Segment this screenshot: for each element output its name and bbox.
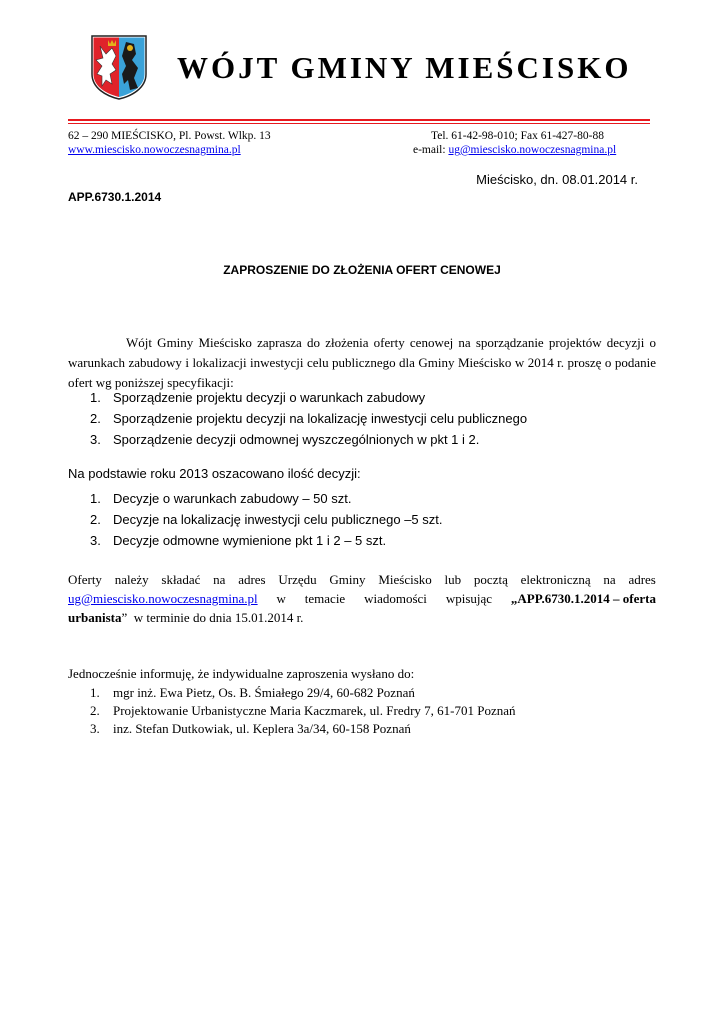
estimate-intro: Na podstawie roku 2013 oszacowano ilość decyzji: (68, 466, 361, 481)
word: temacie (304, 591, 346, 606)
offers-line-2 (68, 589, 656, 608)
list-item-text: Sporządzenie decyzji odmownej wyszczególnionych w pkt 1 i 2. (113, 432, 480, 447)
list-item (68, 684, 516, 702)
word: Mieścisko (378, 572, 432, 587)
word: wiadomości (364, 591, 427, 606)
estimate-list (68, 488, 443, 551)
list-item-text: Sporządzenie projektu decyzji na lokalizację inwestycji celu publicznego (113, 411, 528, 426)
list-item-number: 2. (90, 703, 100, 718)
offers-email-link[interactable]: ug@miescisko.nowoczesnagmina.pl (68, 591, 258, 606)
intro-text: Wójt Gminy Mieścisko zaprasza do złożenia oferty cenowej na sporządzanie projektów decyzji o warunkach zabudowy i lokalizacji inwestycji celu publicznego dla Gminy Mieścisko w 2014 r. proszę o podanie ofert wg poniższej specyfikacji: (68, 335, 656, 390)
word: na (603, 572, 616, 587)
list-item (68, 509, 443, 530)
word: adres (238, 572, 266, 587)
page-title: WÓJT GMINY MIEŚCISKO (177, 50, 632, 85)
list-item-text: Decyzje odmowne wymienione pkt 1 i 2 – 5 szt. (113, 533, 387, 548)
list-item-number: 2. (90, 512, 101, 527)
office-address: 62 – 290 MIEŚCISKO, Pl. Powst. Wlkp. 13 (68, 130, 271, 142)
document-heading: ZAPROSZENIE DO ZŁOŻENIA OFERT CENOWEJ (223, 263, 501, 277)
offer-subject-end: urbanista (68, 610, 122, 625)
email-line (413, 144, 616, 156)
list-item (68, 702, 516, 720)
word: w (276, 591, 286, 606)
word: składać (161, 572, 201, 587)
word: elektroniczną (520, 572, 591, 587)
list-item-text: Decyzje na lokalizację inwestycji celu publicznego –5 szt. (113, 512, 443, 527)
coat-of-arms-icon (90, 34, 148, 100)
offers-line-1 (68, 570, 656, 589)
word: wpisując (445, 591, 493, 606)
list-item-text: Decyzje o warunkach zabudowy – 50 szt. (113, 491, 352, 506)
list-item-number: 3. (90, 533, 101, 548)
list-item-text: Sporządzenie projektu decyzji o warunkach zabudowy (113, 390, 426, 405)
list-item-number: 1. (90, 685, 100, 700)
offers-paragraph (68, 570, 656, 627)
email-label: e-mail: (413, 144, 449, 156)
list-item (68, 720, 516, 738)
place-and-date: Mieścisko, dn. 08.01.2014 r. (476, 172, 638, 187)
word: należy (114, 572, 149, 587)
website-link[interactable]: www.miescisko.nowoczesnagmina.pl (68, 144, 241, 156)
list-item-text: inz. Stefan Dutkowiak, ul. Keplera 3a/34, 60-158 Poznań (113, 721, 411, 736)
list-item-text: mgr inż. Ewa Pietz, Os. B. Śmiałego 29/4, 60-682 Poznań (113, 685, 415, 700)
list-item (68, 429, 527, 450)
word: Oferty (68, 572, 102, 587)
invitations-intro: Jednocześnie informuję, że indywidualne zaproszenia wysłano do: (68, 666, 415, 681)
intro-paragraph (68, 333, 656, 393)
reference-number: APP.6730.1.2014 (68, 190, 162, 204)
word: Gminy (329, 572, 366, 587)
list-item-number: 3. (90, 721, 100, 736)
list-item (68, 408, 527, 429)
header-divider-thin (68, 123, 650, 124)
specification-list (68, 387, 527, 450)
list-item (68, 530, 443, 551)
list-item-number: 3. (90, 432, 101, 447)
email-link[interactable]: ug@miescisko.nowoczesnagmina.pl (448, 144, 617, 156)
word: Urzędu (278, 572, 317, 587)
word: lub (444, 572, 462, 587)
offer-deadline: ” w terminie do dnia 15.01.2014 r. (121, 610, 304, 625)
list-item-number: 1. (90, 390, 101, 405)
word: adres (628, 572, 656, 587)
list-item-number: 1. (90, 491, 101, 506)
list-item (68, 387, 527, 408)
offers-line-3 (68, 608, 656, 627)
list-item-number: 2. (90, 411, 101, 426)
offer-subject-start: „APP.6730.1.2014 – oferta (510, 591, 656, 606)
list-item (68, 488, 443, 509)
word: pocztą (473, 572, 508, 587)
word: na (213, 572, 226, 587)
list-item-text: Projektowanie Urbanistyczne Maria Kaczmarek, ul. Fredry 7, 61-701 Poznań (113, 703, 516, 718)
header-divider (68, 119, 650, 121)
invitations-list (68, 684, 516, 738)
office-phone: Tel. 61-42-98-010; Fax 61-427-80-88 (431, 130, 604, 142)
